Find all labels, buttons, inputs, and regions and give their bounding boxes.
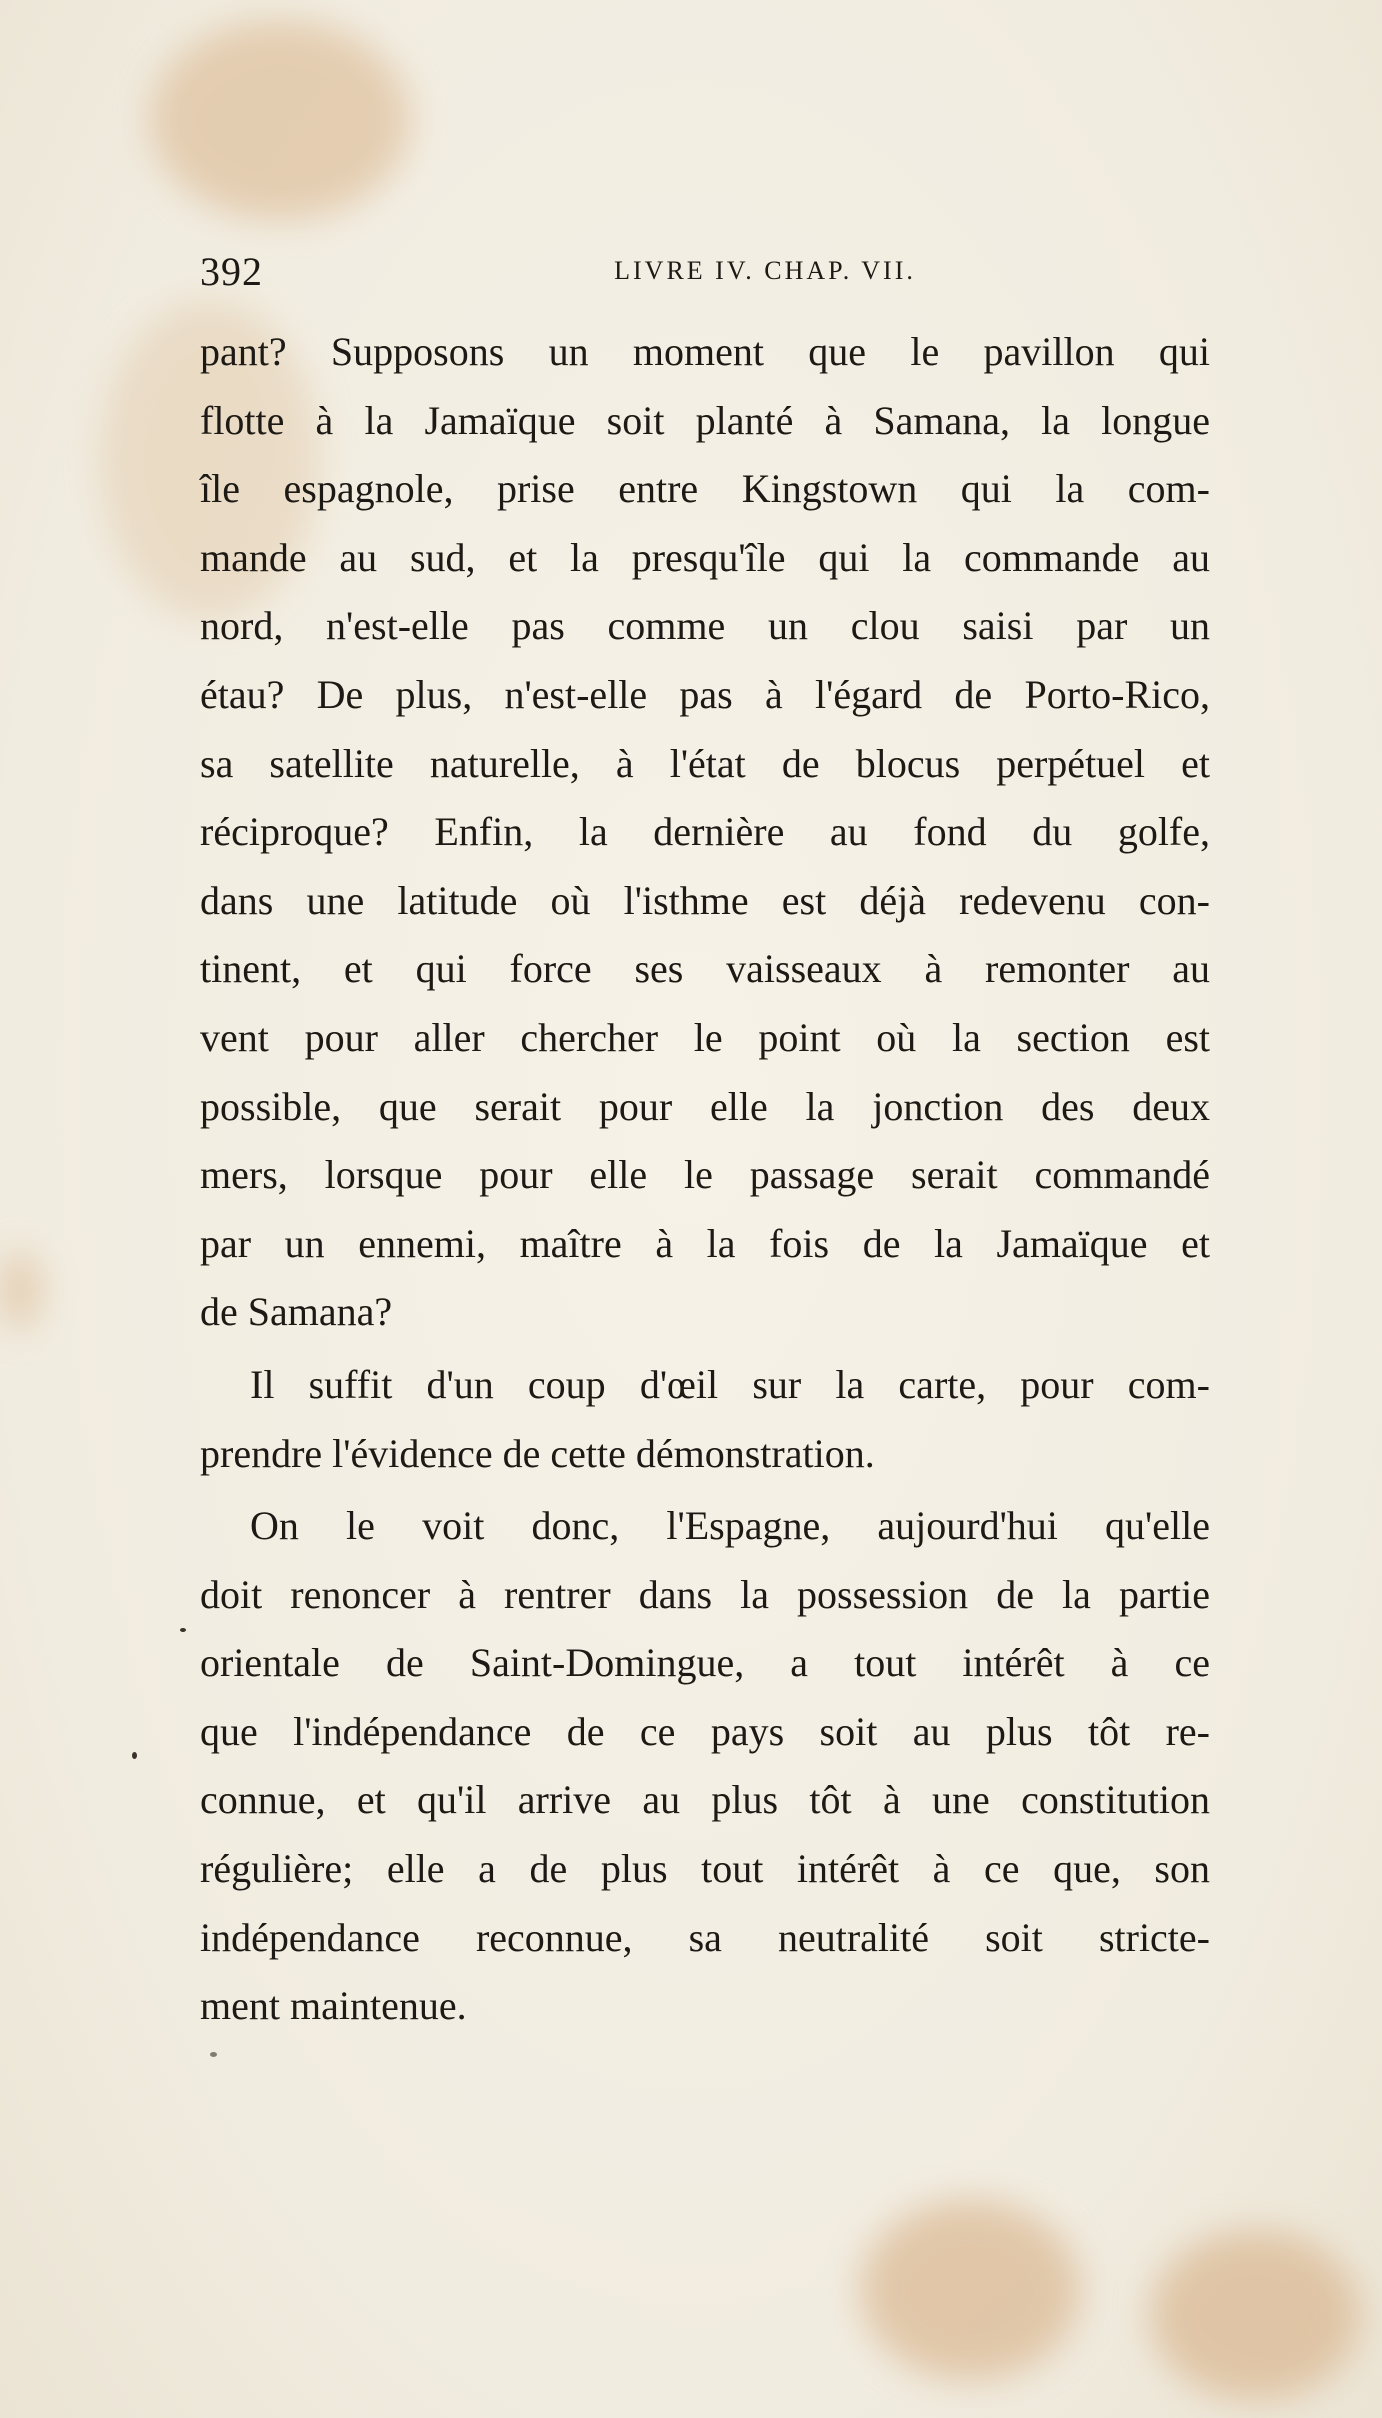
text-line: vent pour aller chercher le point où la section est <box>200 1014 1210 1060</box>
text-line: étau? De plus, n'est-elle pas à l'égard de Porto-Rico, <box>200 671 1210 717</box>
running-header <box>200 248 1210 298</box>
text-line: par un ennemi, maître à la fois de la Jamaïque et <box>200 1220 1210 1266</box>
text-line: tinent, et qui force ses vaisseaux à remonter au <box>200 946 1210 992</box>
text-line: nord, n'est-elle pas comme un clou saisi par un <box>200 603 1210 649</box>
text-line: On le voit donc, l'Espagne, aujourd'hui qu'elle <box>250 1503 1210 1549</box>
text-line: orientale de Saint-Domingue, a tout intérêt à ce <box>200 1640 1210 1686</box>
text-line: pant? Supposons un moment que le pavillon qui <box>200 329 1210 374</box>
text-line: régulière; elle a de plus tout intérêt à ce que, son <box>200 1846 1210 1892</box>
text-line: île espagnole, prise entre Kingstown qui la com- <box>200 466 1210 512</box>
foxing-stain <box>0 1250 40 1330</box>
text-line: de Samana? <box>200 1289 393 1335</box>
text-line: connue, et qu'il arrive au plus tôt à une constitution <box>200 1777 1210 1823</box>
text-line: possible, que serait pour elle la jonction des deux <box>200 1083 1210 1129</box>
text-line: indépendance reconnue, sa neutralité soit stricte- <box>200 1914 1210 1960</box>
body-text <box>200 318 1210 2041</box>
ink-speck <box>210 2052 217 2057</box>
text-line: que l'indépendance de ce pays soit au plus tôt re- <box>200 1708 1210 1754</box>
text-line: Il suffit d'un coup d'œil sur la carte, pour com- <box>250 1361 1210 1407</box>
page-number: 392 <box>200 249 263 294</box>
text-line: prendre l'évidence de cette démonstration. <box>200 1430 875 1476</box>
foxing-stain <box>150 20 410 220</box>
text-line: doit renoncer à rentrer dans la possession de la partie <box>200 1571 1210 1617</box>
foxing-stain <box>860 2200 1080 2380</box>
text-line: flotte à la Jamaïque soit planté à Samana, la longue <box>200 397 1210 443</box>
paragraph <box>200 318 1210 1347</box>
foxing-stain <box>1150 2230 1360 2400</box>
running-head: LIVRE IV. CHAP. VII. <box>614 256 916 285</box>
ink-speck <box>132 1752 137 1759</box>
text-line: dans une latitude où l'isthme est déjà redevenu con- <box>200 877 1210 923</box>
text-line: sa satellite naturelle, à l'état de blocus perpétuel et <box>200 740 1210 786</box>
text-line: mande au sud, et la presqu'île qui la commande au <box>200 534 1210 580</box>
text-line: réciproque? Enfin, la dernière au fond du golfe, <box>200 809 1210 855</box>
ink-speck <box>180 1628 186 1632</box>
paragraph <box>200 1351 1210 1488</box>
paragraph <box>200 1492 1210 2041</box>
text-line: mers, lorsque pour elle le passage serait commandé <box>200 1152 1210 1198</box>
text-line: ment maintenue. <box>200 1983 467 2029</box>
